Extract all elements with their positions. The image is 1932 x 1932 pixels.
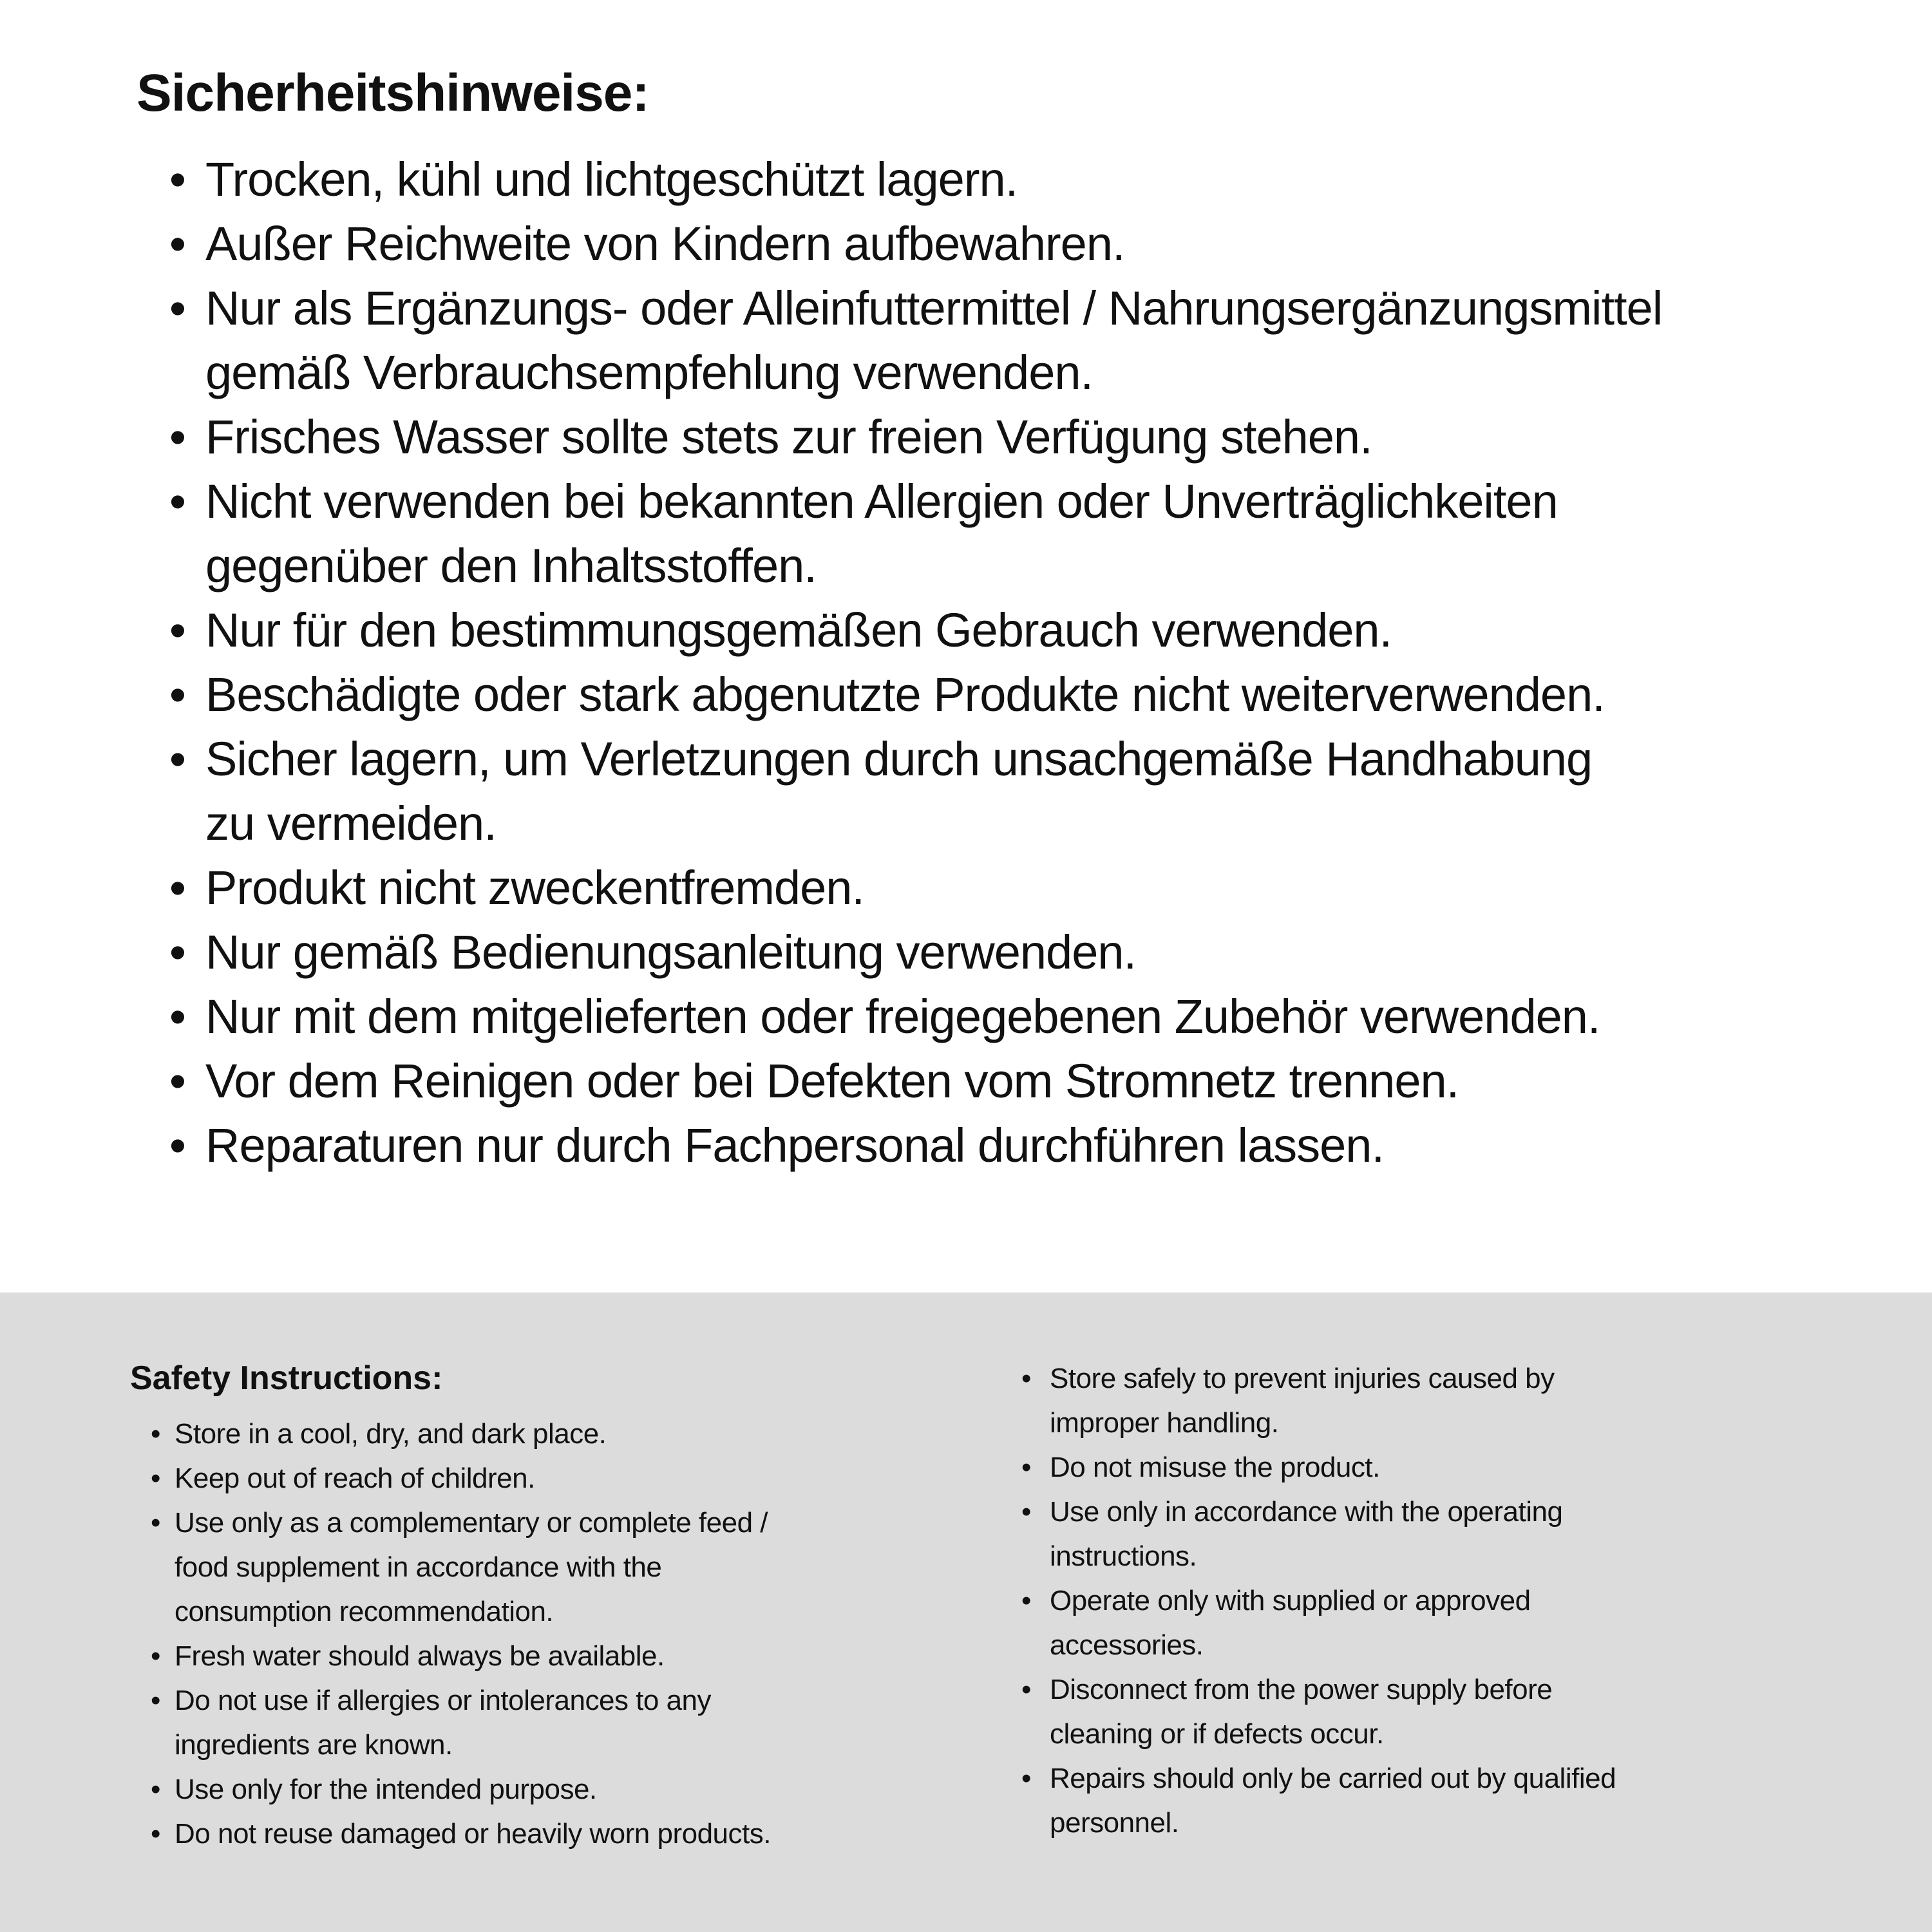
bullet-icon: • xyxy=(169,475,185,528)
list-item xyxy=(169,405,1662,469)
list-item-continuation: instructions. xyxy=(1050,1540,1197,1572)
list-item xyxy=(169,856,1662,920)
bullet-icon: • xyxy=(1021,1496,1031,1528)
list-item-continuation: zu vermeiden. xyxy=(205,797,497,850)
list-item-continuation: cleaning or if defects occur. xyxy=(1050,1718,1384,1750)
list-item xyxy=(169,663,1662,727)
list-item-text: Use only for the intended purpose. xyxy=(175,1774,597,1805)
list-item xyxy=(169,1049,1662,1113)
list-item-text: Außer Reichweite von Kindern aufbewahren. xyxy=(205,217,1125,270)
list-item-text: Do not use if allergies or intolerances to any xyxy=(175,1685,712,1716)
bullet-icon: • xyxy=(169,217,185,270)
bullet-icon: • xyxy=(151,1818,160,1850)
list-item-text: Trocken, kühl und lichtgeschützt lagern. xyxy=(205,153,1018,206)
bullet-icon: • xyxy=(1021,1452,1031,1483)
list-item xyxy=(151,1767,771,1812)
list-item-continuation: improper handling. xyxy=(1050,1407,1279,1439)
list-item-text: Nur mit dem mitgelieferten oder freigegebenen Zubehör verwenden. xyxy=(205,990,1600,1043)
bullet-icon: • xyxy=(1021,1674,1031,1705)
list-item xyxy=(151,1412,771,1456)
bullet-icon: • xyxy=(151,1640,160,1672)
list-item xyxy=(169,276,1662,341)
list-item xyxy=(151,1678,771,1723)
list-item xyxy=(1021,1356,1616,1401)
list-item-text: Use only in accordance with the operating xyxy=(1050,1496,1563,1528)
list-item xyxy=(169,985,1662,1049)
list-item-text: Do not reuse damaged or heavily worn products. xyxy=(175,1818,771,1850)
list-item-text: Store in a cool, dry, and dark place. xyxy=(175,1418,607,1450)
list-item xyxy=(1021,1667,1616,1712)
list-item-text: Keep out of reach of children. xyxy=(175,1463,535,1494)
list-item xyxy=(1021,1756,1616,1801)
list-item-text: Produkt nicht zweckentfremden. xyxy=(205,861,864,914)
bullet-icon: • xyxy=(169,668,185,721)
list-item xyxy=(151,1812,771,1856)
bullet-icon: • xyxy=(169,925,185,979)
list-item xyxy=(1021,1445,1616,1490)
english-section-title: Safety Instructions: xyxy=(130,1359,443,1397)
list-item-text: Fresh water should always be available. xyxy=(175,1640,665,1672)
list-item-text: Sicher lagern, um Verletzungen durch unsachgemäße Handhabung xyxy=(205,732,1593,786)
list-item xyxy=(169,212,1662,276)
list-item-text: Nur als Ergänzungs- oder Alleinfuttermittel / Nahrungsergänzungsmittel xyxy=(205,281,1663,335)
list-item-continuation: food supplement in accordance with the xyxy=(175,1551,662,1583)
list-item xyxy=(151,1634,771,1678)
list-item-text: Do not misuse the product. xyxy=(1050,1452,1380,1483)
list-item-text: Nur gemäß Bedienungsanleitung verwenden. xyxy=(205,925,1137,979)
list-item-continuation: gemäß Verbrauchsempfehlung verwenden. xyxy=(205,346,1094,399)
list-item xyxy=(169,598,1662,663)
bullet-icon: • xyxy=(151,1507,160,1539)
list-item xyxy=(151,1501,771,1545)
list-item-continuation: personnel. xyxy=(1050,1807,1179,1839)
list-item-text: Use only as a complementary or complete feed / xyxy=(175,1507,768,1539)
bullet-icon: • xyxy=(169,603,185,657)
list-item-continuation: ingredients are known. xyxy=(175,1729,453,1761)
list-item-text: Nur für den bestimmungsgemäßen Gebrauch verwenden. xyxy=(205,603,1392,657)
bullet-icon: • xyxy=(1021,1363,1031,1394)
list-item-continuation: consumption recommendation. xyxy=(175,1596,554,1627)
list-item xyxy=(169,147,1662,212)
bullet-icon: • xyxy=(151,1685,160,1716)
list-item xyxy=(1021,1578,1616,1623)
list-item-continuation: accessories. xyxy=(1050,1629,1204,1661)
list-item-text: Frisches Wasser sollte stets zur freien Verfügung stehen. xyxy=(205,410,1372,464)
bullet-icon: • xyxy=(169,861,185,914)
list-item-text: Store safely to prevent injuries caused by xyxy=(1050,1363,1555,1394)
bullet-icon: • xyxy=(151,1463,160,1494)
list-item xyxy=(169,1113,1662,1178)
bullet-icon: • xyxy=(1021,1585,1031,1616)
list-item xyxy=(1021,1490,1616,1534)
english-safety-list-left-column xyxy=(151,1412,771,1856)
list-item-text: Operate only with supplied or approved xyxy=(1050,1585,1531,1616)
list-item xyxy=(151,1456,771,1501)
list-item-text: Repairs should only be carried out by qualified xyxy=(1050,1763,1616,1794)
bullet-icon: • xyxy=(169,1119,185,1172)
bullet-icon: • xyxy=(1021,1763,1031,1794)
list-item-text: Beschädigte oder stark abgenutzte Produkte nicht weiterverwenden. xyxy=(205,668,1605,721)
bullet-icon: • xyxy=(151,1774,160,1805)
list-item-text: Reparaturen nur durch Fachpersonal durchführen lassen. xyxy=(205,1119,1385,1172)
list-item-text: Disconnect from the power supply before xyxy=(1050,1674,1553,1705)
german-safety-list xyxy=(169,147,1662,1178)
bullet-icon: • xyxy=(169,1054,185,1108)
english-safety-list-right-column xyxy=(1021,1356,1616,1845)
list-item xyxy=(169,469,1662,534)
list-item xyxy=(169,920,1662,985)
list-item-continuation: gegenüber den Inhaltsstoffen. xyxy=(205,539,817,592)
bullet-icon: • xyxy=(151,1418,160,1450)
list-item-text: Nicht verwenden bei bekannten Allergien oder Unverträglichkeiten xyxy=(205,475,1558,528)
german-section-title: Sicherheitshinweise: xyxy=(137,64,649,122)
bullet-icon: • xyxy=(169,153,185,206)
bullet-icon: • xyxy=(169,410,185,464)
bullet-icon: • xyxy=(169,281,185,335)
list-item-text: Vor dem Reinigen oder bei Defekten vom Stromnetz trennen. xyxy=(205,1054,1459,1108)
list-item xyxy=(169,727,1662,791)
bullet-icon: • xyxy=(169,732,185,786)
bullet-icon: • xyxy=(169,990,185,1043)
